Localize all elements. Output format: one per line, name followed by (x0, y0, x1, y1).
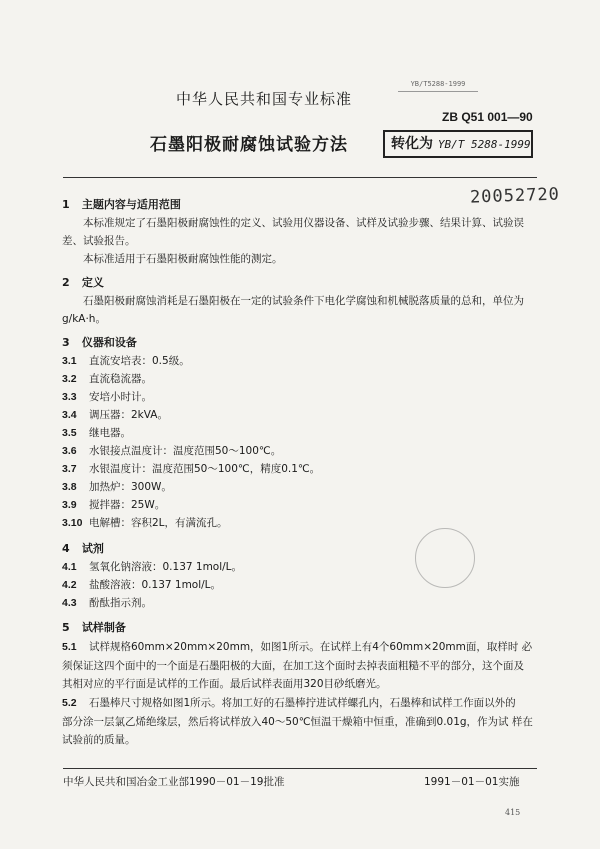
list-item (62, 407, 168, 422)
paragraph (62, 695, 516, 710)
item-number: 3.8 (62, 481, 77, 493)
list-item (62, 595, 152, 610)
list-item (62, 461, 320, 476)
list-item (62, 559, 242, 574)
paragraph: 须保证这四个面中的一个面是石墨阳极的大面，在加工这个面时去掉表面粗糙不平的部分，这个面及 (62, 660, 524, 672)
paragraph: g/kA·h。 (62, 313, 106, 325)
list-item (62, 515, 228, 530)
item-number: 3.1 (62, 355, 77, 367)
item-text: 盐酸溶液：0.137 1mol/L。 (89, 579, 222, 591)
section-title: 试样制备 (81, 621, 126, 634)
item-text: 安培小时计。 (89, 391, 152, 403)
section-title: 仪器和设备 (81, 336, 137, 349)
section-number: 3 (62, 336, 70, 349)
item-text: 加热炉：300W。 (89, 481, 172, 493)
item-number: 3.2 (62, 373, 77, 385)
list-item (62, 353, 190, 368)
list-item (62, 497, 165, 512)
paragraph: 部分涂一层氯乙烯绝缘层，然后将试样放入40～50℃恒温干燥箱中恒重，准确到0.01g，作为试 样在 (62, 716, 533, 728)
paragraph (62, 639, 532, 654)
section-3-heading (62, 334, 137, 350)
list-item (62, 389, 152, 404)
section-1-heading (62, 196, 181, 212)
item-text: 直流安培表：0.5级。 (89, 355, 190, 367)
item-text: 水银温度计：温度范围50～100℃，精度0.1℃。 (89, 463, 321, 475)
approval-date: 中华人民共和国冶金工业部1990－01－19批准 (63, 776, 285, 788)
paragraph: 本标准适用于石墨阳极耐腐蚀性能的测定。 (83, 253, 283, 265)
item-number: 4.3 (62, 597, 77, 609)
section-number: 2 (62, 276, 70, 289)
paragraph: 本标准规定了石墨阳极耐腐蚀性的定义、试验用仪器设备、试样及试验步骤、结果计算、试验误 (83, 217, 524, 229)
section-number: 1 (62, 198, 70, 211)
list-item (62, 443, 281, 458)
item-number: 3.9 (62, 499, 77, 511)
page-number: 415 (505, 808, 521, 817)
paragraph: 差、试验报告。 (62, 235, 136, 247)
item-number: 4.2 (62, 579, 77, 591)
item-number: 4.1 (62, 561, 77, 573)
paragraph-text: 石墨棒尺寸规格如图1所示。将加工好的石墨棒拧进试样螺孔内，石墨棒和试样工作面以外的 (89, 697, 516, 709)
item-text: 调压器：2kVA。 (89, 409, 168, 421)
list-item (62, 577, 221, 592)
section-title: 定义 (81, 276, 104, 289)
archive-stamp: YB/T5288-1999 (398, 78, 478, 92)
section-2-heading (62, 274, 104, 290)
standard-number: ZB Q51 001—90 (442, 110, 533, 124)
item-number: 3.10 (62, 517, 83, 529)
item-text: 水银接点温度计：温度范围50～100℃。 (89, 445, 282, 457)
item-number: 3.3 (62, 391, 77, 403)
transfer-code: YB/T 5288-1999 (437, 138, 531, 151)
paragraph-text: 试样规格60mm×20mm×20mm，如图1所示。在试样上有4个60mm×20mm面，取样时 必 (89, 641, 533, 653)
transfer-stamp (383, 130, 533, 158)
implementation-date: 1991－01－01实施 (424, 776, 520, 788)
item-text: 电解槽：容积2L，有满流孔。 (89, 517, 228, 529)
list-item (62, 425, 131, 440)
item-number: 3.6 (62, 445, 77, 457)
paragraph: 试验前的质量。 (62, 734, 136, 746)
header-divider (63, 177, 537, 178)
seal-stamp (415, 528, 475, 588)
item-text: 酚酞指示剂。 (89, 597, 152, 609)
list-item (62, 371, 152, 386)
section-5-heading (62, 619, 126, 635)
item-number: 5.1 (62, 641, 77, 653)
section-number: 5 (62, 621, 70, 634)
paragraph: 其相对应的平行面是试样的工作面。最后试样表面用320目砂纸磨光。 (62, 678, 387, 690)
footer-divider (63, 768, 537, 769)
org-title: 中华人民共和国专业标准 (176, 90, 353, 108)
list-item (62, 479, 172, 494)
item-text: 直流稳流器。 (89, 373, 152, 385)
section-title: 试剂 (81, 542, 104, 555)
item-text: 继电器。 (89, 427, 131, 439)
item-number: 5.2 (62, 697, 77, 709)
transfer-label: 转化为 (391, 136, 433, 152)
handwritten-number: 20052720 (469, 184, 561, 208)
item-number: 3.4 (62, 409, 77, 421)
section-number: 4 (62, 542, 70, 555)
item-number: 3.7 (62, 463, 77, 475)
item-text: 搅拌器：25W。 (89, 499, 166, 511)
document-title: 石墨阳极耐腐蚀试验方法 (150, 135, 348, 155)
paragraph: 石墨阳极耐腐蚀消耗是石墨阳极在一定的试验条件下电化学腐蚀和机械脱落质量的总和，单位为 (83, 295, 524, 307)
item-text: 氢氧化钠溶液：0.137 1mol/L。 (89, 561, 243, 573)
section-title: 主题内容与适用范围 (81, 198, 181, 211)
section-4-heading (62, 540, 104, 556)
item-number: 3.5 (62, 427, 77, 439)
